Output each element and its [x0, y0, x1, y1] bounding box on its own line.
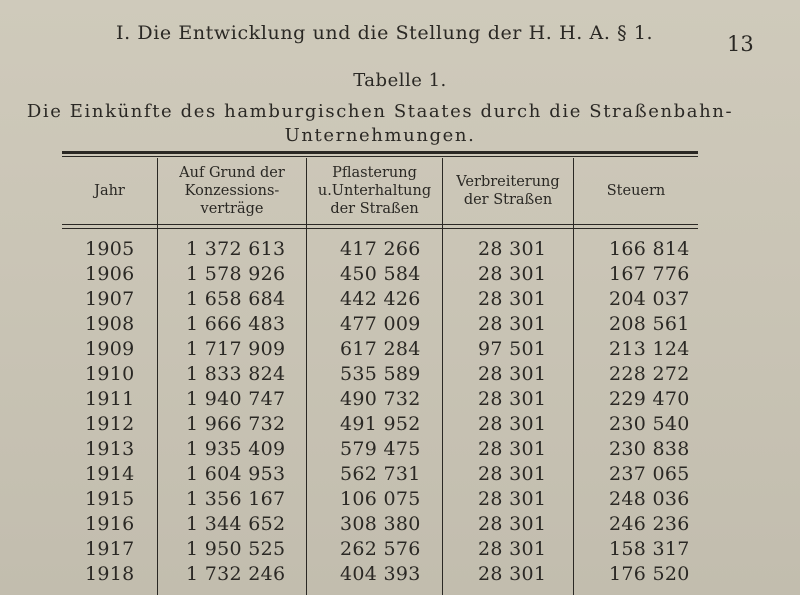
year-cell: 1905	[85, 238, 135, 260]
value-cell: 28 301	[478, 563, 547, 585]
value-cell: 28 301	[478, 538, 547, 560]
value-cell: 1 950 525	[186, 538, 286, 560]
value-cell: 562 731	[340, 463, 421, 485]
value-cell: 28 301	[478, 313, 547, 335]
year-cell: 1911	[85, 388, 135, 410]
value-cell: 579 475	[340, 438, 421, 460]
year-cell: 1914	[85, 463, 135, 485]
table-row	[0, 337, 800, 362]
value-cell: 28 301	[478, 463, 547, 485]
table-title-line-1: Die Einkünfte des hamburgischen Staates durch die Straßenbahn-	[26, 101, 734, 122]
value-cell: 1 966 732	[186, 413, 286, 435]
column-header-jahr: Jahr	[94, 183, 125, 199]
year-cell: 1906	[85, 263, 135, 285]
value-cell: 490 732	[340, 388, 421, 410]
value-cell: 106 075	[340, 488, 421, 510]
value-cell: 28 301	[478, 363, 547, 385]
value-cell: 158 317	[609, 538, 690, 560]
column-header-pflasterung: Pflasterung u.Unterhaltung der Straßen	[317, 165, 432, 217]
table-row	[0, 412, 800, 437]
value-cell: 1 935 409	[186, 438, 286, 460]
value-cell: 1 344 652	[186, 513, 286, 535]
year-cell: 1910	[85, 363, 135, 385]
value-cell: 28 301	[478, 513, 547, 535]
value-cell: 450 584	[340, 263, 421, 285]
year-cell: 1913	[85, 438, 135, 460]
table-row	[0, 562, 800, 587]
value-cell: 28 301	[478, 288, 547, 310]
year-cell: 1912	[85, 413, 135, 435]
table-row	[0, 487, 800, 512]
table-label: Tabelle 1.	[353, 70, 447, 91]
value-cell: 97 501	[478, 338, 547, 360]
value-cell: 1 666 483	[186, 313, 286, 335]
value-cell: 308 380	[340, 513, 421, 535]
table-row	[0, 512, 800, 537]
value-cell: 28 301	[478, 388, 547, 410]
value-cell: 237 065	[609, 463, 690, 485]
value-cell: 248 036	[609, 488, 690, 510]
value-cell: 1 732 246	[186, 563, 286, 585]
value-cell: 228 272	[609, 363, 690, 385]
table-row	[0, 437, 800, 462]
year-cell: 1918	[85, 563, 135, 585]
table-title	[0, 100, 760, 148]
value-cell: 404 393	[340, 563, 421, 585]
value-cell: 1 658 684	[186, 288, 286, 310]
value-cell: 230 838	[609, 438, 690, 460]
page-number: 13	[727, 32, 754, 56]
value-cell: 1 717 909	[186, 338, 286, 360]
value-cell: 167 776	[609, 263, 690, 285]
table-top-rule-thick	[62, 151, 698, 154]
column-header-steuern: Steuern	[606, 183, 666, 199]
value-cell: 176 520	[609, 563, 690, 585]
column-header-konzession: Auf Grund der Konzessions- verträge	[179, 165, 285, 217]
value-cell: 535 589	[340, 363, 421, 385]
table-title-line-2: Unternehmungen.	[284, 125, 476, 146]
value-cell: 166 814	[609, 238, 690, 260]
value-cell: 208 561	[609, 313, 690, 335]
table-row	[0, 362, 800, 387]
value-cell: 1 833 824	[186, 363, 286, 385]
value-cell: 1 578 926	[186, 263, 286, 285]
table-row	[0, 237, 800, 262]
value-cell: 28 301	[478, 438, 547, 460]
value-cell: 442 426	[340, 288, 421, 310]
table-row	[0, 537, 800, 562]
year-cell: 1916	[85, 513, 135, 535]
value-cell: 617 284	[340, 338, 421, 360]
value-cell: 1 604 953	[186, 463, 286, 485]
table-row	[0, 462, 800, 487]
running-head: I. Die Entwicklung und die Stellung der H. H. A. § 1.	[116, 22, 654, 44]
column-header-verbreiterung: Verbreiterung der Straßen	[456, 174, 560, 208]
table-row	[0, 287, 800, 312]
year-cell: 1908	[85, 313, 135, 335]
value-cell: 262 576	[340, 538, 421, 560]
value-cell: 28 301	[478, 488, 547, 510]
year-cell: 1909	[85, 338, 135, 360]
year-cell: 1917	[85, 538, 135, 560]
value-cell: 229 470	[609, 388, 690, 410]
value-cell: 477 009	[340, 313, 421, 335]
value-cell: 28 301	[478, 413, 547, 435]
value-cell: 28 301	[478, 238, 547, 260]
value-cell: 1 940 747	[186, 388, 286, 410]
value-cell: 1 356 167	[186, 488, 286, 510]
table-top-rule-thin	[62, 156, 698, 157]
value-cell: 28 301	[478, 263, 547, 285]
table-row	[0, 387, 800, 412]
table-body	[0, 237, 800, 587]
value-cell: 230 540	[609, 413, 690, 435]
year-cell: 1907	[85, 288, 135, 310]
value-cell: 246 236	[609, 513, 690, 535]
year-cell: 1915	[85, 488, 135, 510]
value-cell: 204 037	[609, 288, 690, 310]
table-row	[0, 262, 800, 287]
value-cell: 491 952	[340, 413, 421, 435]
value-cell: 213 124	[609, 338, 690, 360]
value-cell: 1 372 613	[186, 238, 286, 260]
table-row	[0, 312, 800, 337]
value-cell: 417 266	[340, 238, 421, 260]
